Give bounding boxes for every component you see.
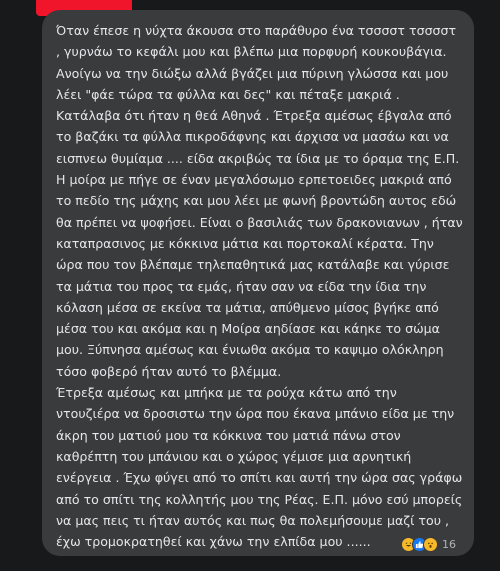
paragraph-3: Έτρεξα αμέσως και μπήκα με τα ρούχα κάτω από την ντουζιέρα να δροσιστω την ώρα που έκανα μπάνιο είδα με την άκρη του ματιού μου τα κόκκινα του ματιά πάνω στον καθρέπτη του μπάνιου και ο χώρος γέμισε μια αρνητική ενέργεια . Έχω φύγει από το σπίτι και αυτή την ώρα σας γράφω από το σπίτι της κολλητής μου της Ρέας. Ε.Π. μόνο εσύ μπορείς να μας πεις τι ήταν αυτός και πως θα πολεμήσουμε μαζί του , έχω τρομοκρατηθεί και χάνω την ελπίδα μου ...... bbox=[56, 385, 463, 550]
reactions-summary[interactable] bbox=[401, 537, 456, 552]
wow-icon bbox=[423, 537, 438, 552]
comment-bubble bbox=[42, 10, 474, 556]
paragraph-1: Όταν έπεσε η νύχτα άκουσα στο παράθυρο ένα τσσσστ τσσσστ , γυρνάω το κεφάλι μου και βλέπω μια πορφυρή κουκουβάγια. Ανοίγω να την διώξω αλλά βγάζει μια πύρινη γλώσσα και μου λέει "φάε τώρα τα φύλλα και δες" και πέταξε μακριά . Κατάλαβα ότι ήταν η θεά Αθηνά . Έτρεξα αμέσως έβγαλα από το βαζάκι τα φύλλα πικροδάφνης και άρχισα να μασάω και να εισπνεω θυμίαμα .... είδα ακριβώς τα ίδια με το όραμα της Ε.Π. bbox=[56, 23, 460, 166]
paragraph-2: Η μοίρα με πήγε σε έναν μεγαλόσωμο ερπετοειδες μακριά από το πεδίο της μάχης και μου λέει με φωνή βροντώδη αυτος εδώ θα πρέπει να ψοφήσει. Είναι ο βασιλιάς των δρακονιανων , ήταν καταπρασινος με κόκκινα μάτια και πορτοκαλί κέρατα. Την ώρα που τον βλέπαμε τηλεπαθητικά μας κατάλαβε και γύρισε τα μάτια του προς τα εμάς, ήταν σαν να είδα την ίδια την κόλαση μέσα σε εκείνα τα μάτια, απύθμενο μίσος βγήκε από μέσα του και ακόμα και η Μοίρα αηδίασε και κάηκε το σώμα μου. Ξύπνησα αμέσως και ένιωθα ακόμα το καψιμο ολόκληρη τόσο φοβερό ήταν αυτό το βλέμμα. bbox=[56, 172, 463, 379]
comment-text bbox=[56, 20, 464, 552]
reaction-count: 16 bbox=[442, 538, 456, 551]
